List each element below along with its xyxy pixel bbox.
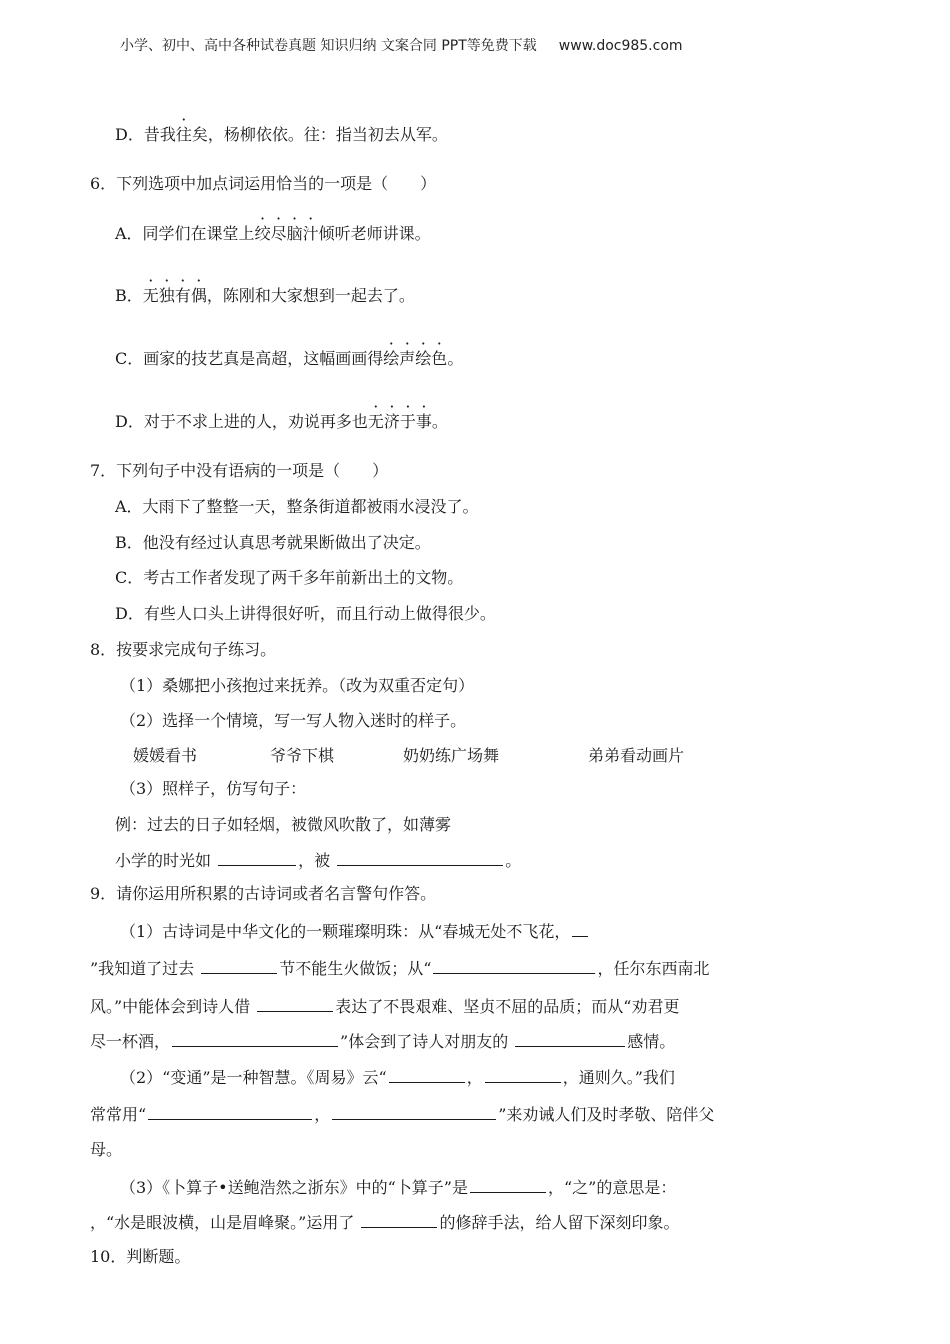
emphasized-char: 脑 [286,224,303,243]
q9-line-1: （1）古诗词是中华文化的一颗璀璨明珠：从“春城无处不飞花， [120,921,590,942]
answer-blank[interactable] [148,1104,312,1120]
header-site: www.doc985.com [558,38,683,54]
q9-line-7: 母。 [90,1140,123,1159]
emphasized-char: 于 [399,412,416,431]
emphasized-char: 汁 [302,224,319,243]
emphasized-char: 往 [175,125,192,144]
emphasized-char: 绞 [254,224,271,243]
q8-situation-1: 媛媛看书 [133,746,198,765]
emphasized-char: 有 [174,286,191,305]
q8-part-2: （2）选择一个情境，写一写人物入迷时的样子。 [120,711,467,730]
q9-line-4: 尽一杯酒， ”体会到了诗人对朋友的 感情。 [90,1032,676,1051]
q9-line-8: （3）《卜算子•送鲍浩然之浙东》中的“卜算子”是 ，“之”的意思是： [120,1178,677,1197]
answer-blank[interactable] [201,958,277,974]
answer-blank[interactable] [332,1104,496,1120]
page-header [120,35,820,55]
emphasized-char: 无 [367,412,384,431]
q6-stem: 6．下列选项中加点词运用恰当的一项是（ ） [90,174,437,193]
q7-option-d: D．有些人口头上讲得很好听，而且行动上做得很少。 [115,604,496,623]
emphasized-char: 尽 [270,224,287,243]
q6-option-c: C．画家的技艺真是高超，这幅画画得绘声绘色。 [115,349,464,368]
q9-line-3: 风。”中能体会到诗人借 表达了不畏艰难、坚贞不屈的品质；而从“劝君更 [90,997,680,1016]
emphasized-char: 绘 [383,349,400,368]
q6-option-b: B．无独有偶，陈刚和大家想到一起去了。 [115,286,415,305]
q10-stem: 10．判断题。 [90,1247,191,1266]
answer-blank[interactable] [433,958,595,974]
emphasized-char: 事 [415,412,432,431]
q9-line-2: ”我知道了过去 节不能生火做饭；从“ ，任尔东西南北 [90,959,710,978]
answer-blank[interactable] [172,1031,338,1047]
q8-situation-4: 弟弟看动画片 [588,746,685,765]
emphasized-char: 声 [399,349,416,368]
emphasized-char: 色 [431,349,448,368]
emphasized-char: 无 [142,286,159,305]
q7-stem: 7．下列句子中没有语病的一项是（ ） [90,461,389,480]
answer-blank[interactable] [218,850,296,866]
answer-blank[interactable] [337,850,503,866]
q9-line-5: （2）“变通”是一种智慧。《周易》云“ ， ，通则久。”我们 [120,1068,675,1087]
answer-blank[interactable] [361,1212,437,1228]
q8-situation-2: 爷爷下棋 [270,746,335,765]
emphasized-char: 独 [158,286,175,305]
answer-blank[interactable] [515,1031,625,1047]
q8-fill-line: 小学的时光如 ，被 。 [115,851,522,870]
q7-option-b: B．他没有经过认真思考就果断做出了决定。 [115,533,431,552]
q6-option-d: D．对于不求上进的人，劝说再多也无济于事。 [115,412,448,431]
q7-option-c: C．考古工作者发现了两千多年前新出土的文物。 [115,568,464,587]
q9-line-6: 常常用“ ， ”来劝诫人们及时孝敬、陪伴父 [90,1105,715,1124]
header-text: 小学、初中、高中各种试卷真题 知识归纳 文案合同 PPT等免费下载 [120,38,537,54]
answer-blank[interactable] [389,1067,465,1083]
q9-line-9: ，“水是眼波横，山是眉峰聚。”运用了 的修辞手法，给人留下深刻印象。 [90,1213,680,1232]
q8-situation-3: 奶奶练广场舞 [403,746,500,765]
q9-stem: 9．请你运用所积累的古诗词或者名言警句作答。 [90,884,437,903]
emphasized-char: 绘 [415,349,432,368]
q8-stem: 8．按要求完成句子练习。 [90,640,277,659]
q8-part-3: （3）照样子，仿写句子： [120,779,307,798]
q6-option-a: A．同学们在课堂上绞尽脑汁倾听老师讲课。 [115,224,431,243]
answer-blank[interactable] [470,1177,546,1193]
answer-blank[interactable] [257,996,333,1012]
emphasized-char: 偶 [190,286,207,305]
q8-part-1: （1）桑娜把小孩抱过来抚养。（改为双重否定句） [120,676,475,695]
q7-option-a: A．大雨下了整整一天，整条街道都被雨水浸没了。 [115,497,479,516]
q8-example: 例：过去的日子如轻烟，被微风吹散了，如薄雾 [115,815,452,834]
q5-option-d: D．昔我往矣，杨柳依依。往：指当初去从军。 [115,125,448,144]
emphasized-char: 济 [383,412,400,431]
answer-blank[interactable] [572,921,588,937]
answer-blank[interactable] [485,1067,561,1083]
